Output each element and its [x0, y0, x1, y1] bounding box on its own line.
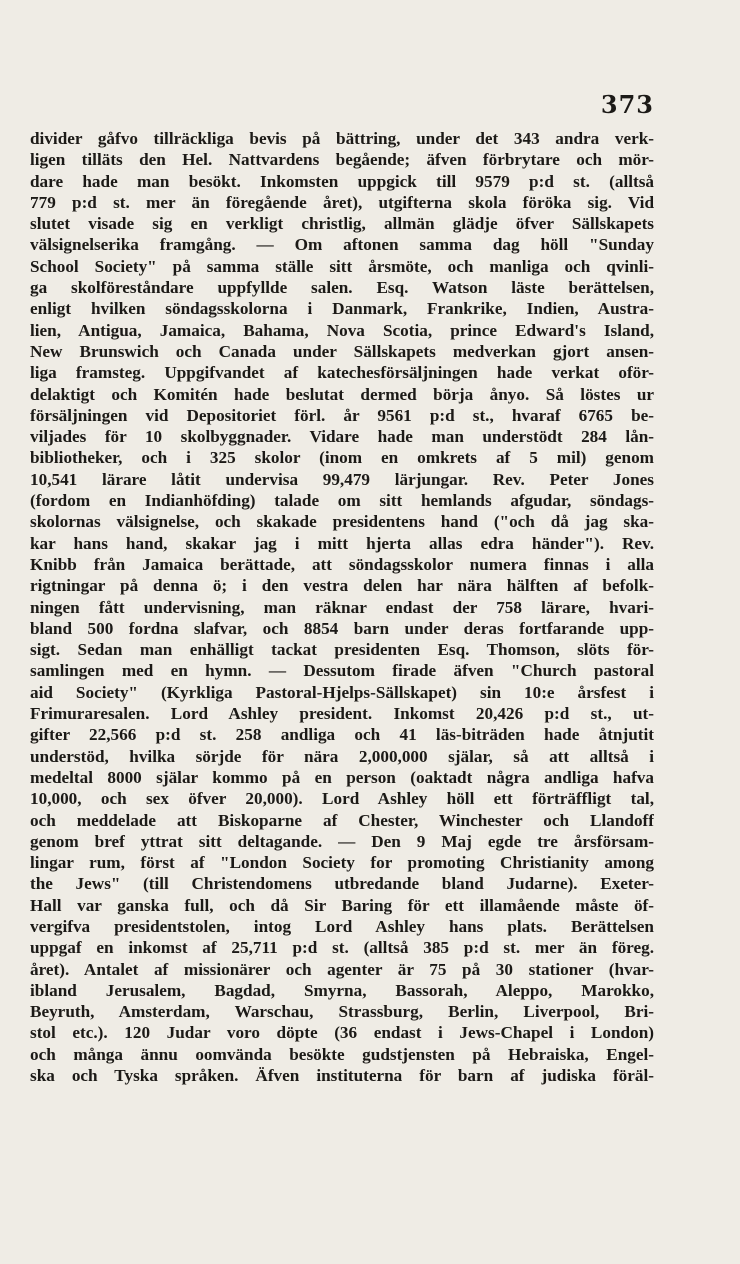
text-line: 10,000, och sex öfver 20,000). Lord Ashley höll ett förträffligt tal, [30, 789, 654, 809]
text-line: aid Society" (Kyrkliga Pastoral-Hjelps-Sällskapet) sin 10:e årsfest i [30, 682, 654, 702]
text-line: School Society" på samma ställe sitt årsmöte, och manliga och qvinli- [30, 256, 654, 276]
text-line: 779 p:d st. mer än föregående året), utgifterna skola föröka sig. Vid [30, 192, 654, 212]
text-line: Frimuraresalen. Lord Ashley president. Inkomst 20,426 p:d st., ut- [30, 704, 654, 724]
text-line: kar hans hand, skakar jag i mitt hjerta allas edra händer"). Rev. [30, 533, 654, 553]
text-line: delaktigt och Komitén hade beslutat dermed börja ånyo. Så löstes ur [30, 384, 654, 404]
text-line: ningen fått undervisning, man räknar endast der 758 lärare, hvari- [30, 597, 654, 617]
text-line: lingar rum, först af "London Society for promoting Christianity among [30, 853, 654, 873]
text-line: ibland Jerusalem, Bagdad, Smyrna, Bassorah, Aleppo, Marokko, [30, 980, 654, 1000]
text-line: ligen tilläts den Hel. Nattvardens begående; äfven förbrytare och mör- [30, 150, 654, 170]
text-line: medeltal 8000 själar kommo på en person (oaktadt några andliga hafva [30, 767, 654, 787]
text-line: enligt hvilken söndagsskolorna i Danmark, Frankrike, Indien, Austra- [30, 299, 654, 319]
text-line: och meddelade att Biskoparne af Chester, Winchester och Llandoff [30, 810, 654, 830]
text-line: välsignelserika framgång. — Om aftonen samma dag höll "Sunday [30, 235, 654, 255]
text-line: vergifva presidentstolen, intog Lord Ashley hans plats. Berättelsen [30, 916, 654, 936]
text-line: stol etc.). 120 Judar voro döpte (36 endast i Jews-Chapel i London) [30, 1023, 654, 1043]
text-line: samlingen med en hymn. — Dessutom firade äfven "Church pastoral [30, 661, 654, 681]
text-line: (fordom en Indianhöfding) talade om sitt hemlands afgudar, söndags- [30, 491, 654, 511]
text-line: liga framsteg. Uppgifvandet af katechesförsäljningen hade verkat oför- [30, 363, 654, 383]
text-line: uppgaf en inkomst af 25,711 p:d st. (alltså 385 p:d st. mer än föreg. [30, 938, 654, 958]
text-line: Knibb från Jamaica berättade, att söndagsskolor numera finnas i alla [30, 554, 654, 574]
text-line: bibliotheker, och i 325 skolor (inom en omkrets af 5 mil) genom [30, 448, 654, 468]
text-line: skolornas välsignelse, och skakade presidentens hand ("och då jag ska- [30, 512, 654, 532]
text-line: rigtningar på denna ö; i den vestra delen har nära hälften af befolk- [30, 576, 654, 596]
text-line: året). Antalet af missionärer och agenter är 75 på 30 stationer (hvar- [30, 959, 654, 979]
body-text [30, 128, 654, 1086]
text-line: gifter 22,566 p:d st. 258 andliga och 41 läs-biträden hade åtnjutit [30, 725, 654, 745]
text-line: sigt. Sedan man enhälligt tackat presidenten Esq. Thomson, slöts för- [30, 640, 654, 660]
text-line: Hall var ganska full, och då Sir Baring för ett illamående måste öf- [30, 895, 654, 915]
text-line: försäljningen vid Depositoriet förl. år 9561 p:d st., hvaraf 6765 be- [30, 405, 654, 425]
text-line: 10,541 lärare låtit undervisa 99,479 lärjungar. Rev. Peter Jones [30, 469, 654, 489]
text-line: genom bref yttrat sitt deltagande. — Den 9 Maj egde tre årsförsam- [30, 831, 654, 851]
text-line: the Jews" (till Christendomens utbredande bland Judarne). Exeter- [30, 874, 654, 894]
text-line: ga skolföreståndare uppfyllde salen. Esq. Watson läste berättelsen, [30, 278, 654, 298]
text-line: understöd, hvilka sörjde för nära 2,000,000 själar, så att alltså i [30, 746, 654, 766]
text-line: Beyruth, Amsterdam, Warschau, Strassburg, Berlin, Liverpool, Bri- [30, 1002, 654, 1022]
text-line: dare hade man besökt. Inkomsten uppgick till 9579 p:d st. (alltså [30, 171, 654, 191]
text-line: slutet visade sig en verkligt christlig, allmän glädje öfver Sällskapets [30, 214, 654, 234]
page-number: 373 [600, 90, 654, 119]
text-line: lien, Antigua, Jamaica, Bahama, Nova Scotia, prince Edward's Island, [30, 320, 654, 340]
text-line: New Brunswich och Canada under Sällskapets medverkan gjort ansen- [30, 341, 654, 361]
text-line: ska och Tyska språken. Äfven instituterna för barn af judiska föräl- [30, 1066, 654, 1086]
text-line: bland 500 fordna slafvar, och 8854 barn under deras fortfarande upp- [30, 618, 654, 638]
text-line: viljades för 10 skolbyggnader. Vidare hade man understödt 284 lån- [30, 427, 654, 447]
text-line: och många ännu oomvända besökte gudstjensten på Hebraiska, Engel- [30, 1044, 654, 1064]
text-line: divider gåfvo tillräckliga bevis på bättring, under det 343 andra verk- [30, 129, 654, 148]
